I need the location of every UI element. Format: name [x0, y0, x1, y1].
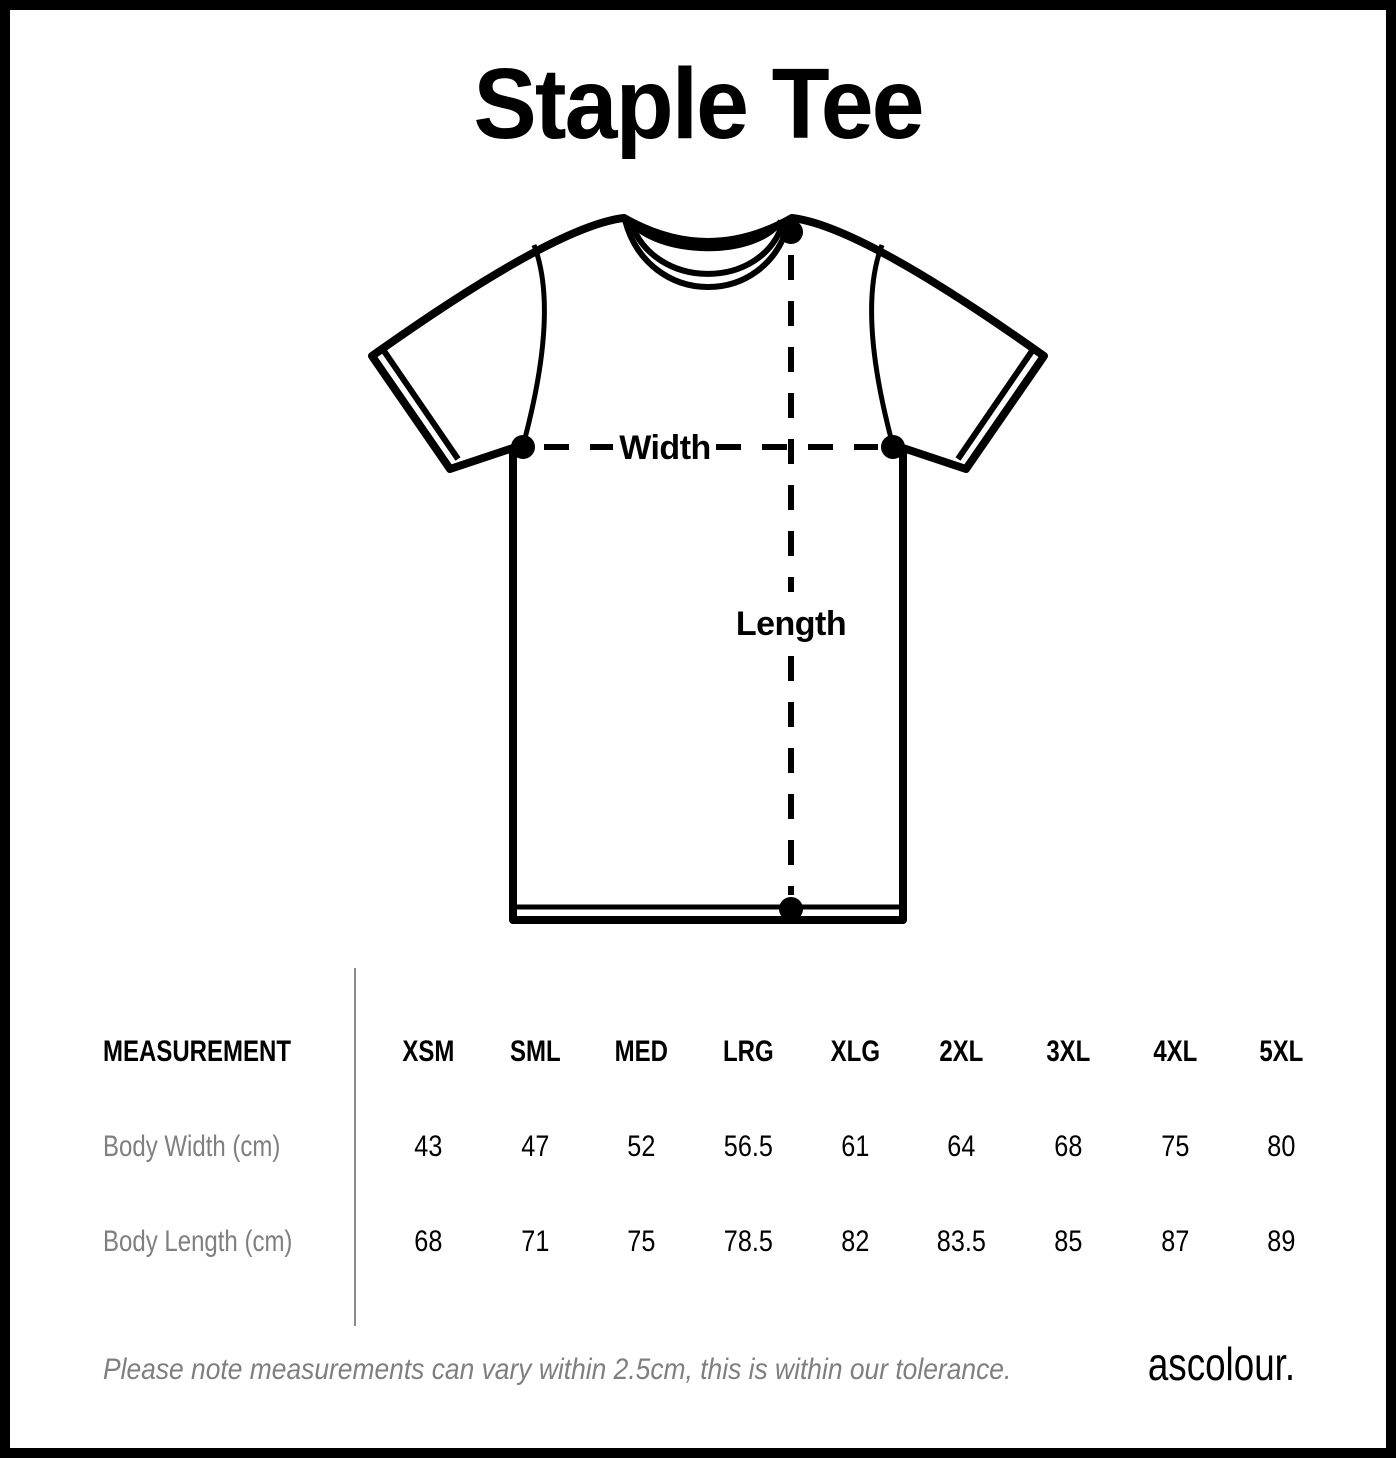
- body-length-3xl: 85: [1054, 1224, 1083, 1258]
- size-header-4xl: 4XL: [1152, 1034, 1197, 1068]
- width-dimension-label: Width: [619, 429, 711, 467]
- body-length-4xl: 87: [1160, 1224, 1190, 1258]
- body-length-2xl: 83.5: [937, 1224, 987, 1258]
- body-width-xsm: 43: [414, 1129, 443, 1163]
- row-label-body-length: Body Length (cm): [103, 1224, 293, 1258]
- body-width-lrg: 56.5: [723, 1129, 773, 1163]
- body-width-4xl: 75: [1160, 1129, 1190, 1163]
- size-header-med: MED: [614, 1034, 669, 1068]
- tolerance-note: Please note measurements can vary within 2.5cm, this is within our tolerance.: [103, 1353, 1012, 1386]
- body-length-xsm: 68: [414, 1224, 443, 1258]
- body-width-5xl: 80: [1267, 1129, 1296, 1163]
- body-length-5xl: 89: [1267, 1224, 1296, 1258]
- size-header-sml: SML: [509, 1034, 561, 1068]
- measurement-header: MEASUREMENT: [103, 1034, 292, 1068]
- row-label-body-width: Body Width (cm): [103, 1129, 281, 1163]
- collar-point-dot: [779, 220, 803, 244]
- size-header-lrg: LRG: [722, 1034, 774, 1068]
- hem-point-dot: [779, 897, 803, 921]
- body-width-sml: 47: [520, 1129, 550, 1163]
- tshirt-diagram: [350, 200, 1070, 940]
- body-width-med: 52: [627, 1129, 656, 1163]
- body-width-2xl: 64: [947, 1129, 976, 1163]
- size-table: [103, 1004, 1335, 1289]
- body-length-row: [103, 1194, 1335, 1289]
- brand-logo: ascolour.: [1147, 1338, 1295, 1390]
- body-length-xlg: 82: [840, 1224, 870, 1258]
- size-header-5xl: 5XL: [1259, 1034, 1304, 1068]
- body-width-row: [103, 1099, 1335, 1194]
- table-header-row: [103, 1004, 1335, 1099]
- tshirt-outline: [372, 218, 1044, 920]
- body-width-xlg: 61: [840, 1129, 870, 1163]
- body-length-sml: 71: [520, 1224, 550, 1258]
- left-armpit-dot: [511, 435, 535, 459]
- size-header-xsm: XSM: [402, 1034, 455, 1068]
- body-length-med: 75: [627, 1224, 656, 1258]
- size-header-xlg: XLG: [830, 1034, 880, 1068]
- body-width-3xl: 68: [1054, 1129, 1083, 1163]
- size-header-2xl: 2XL: [939, 1034, 984, 1068]
- body-length-lrg: 78.5: [723, 1224, 773, 1258]
- page-title: Staple Tee: [473, 48, 923, 160]
- right-armpit-dot: [881, 435, 905, 459]
- length-dimension-label: Length: [735, 605, 847, 643]
- size-header-3xl: 3XL: [1046, 1034, 1091, 1068]
